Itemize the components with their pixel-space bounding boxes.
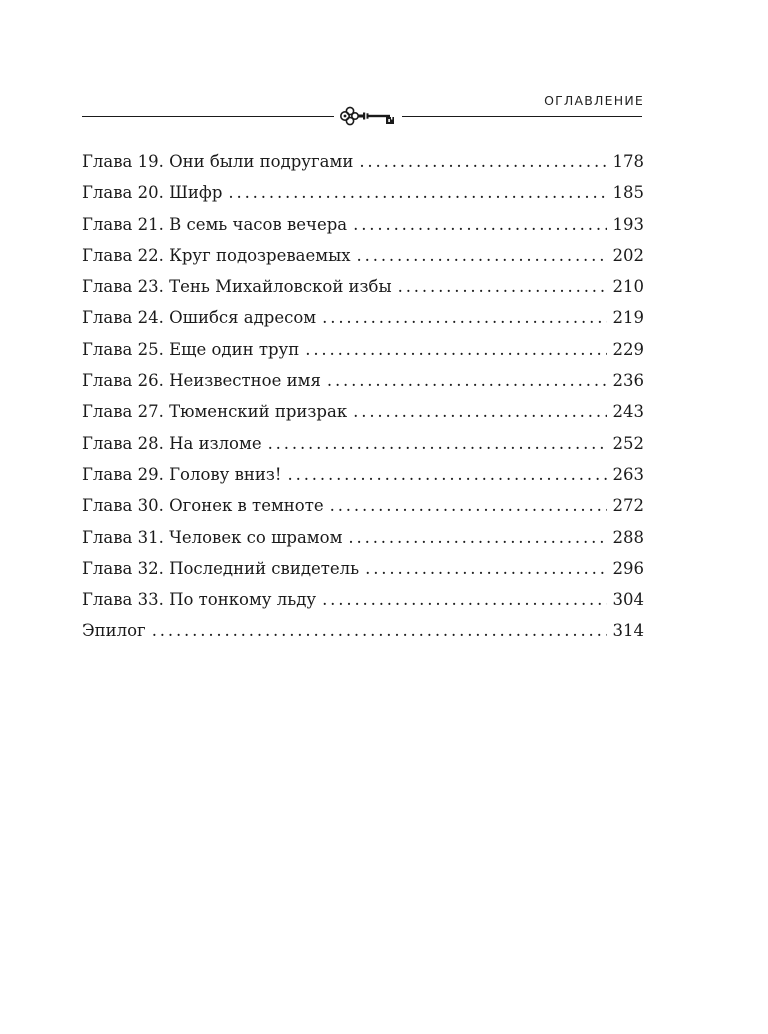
toc-entry-page: 243 xyxy=(612,402,644,422)
toc-entry-page: 263 xyxy=(612,464,644,484)
toc-entry xyxy=(82,365,644,396)
toc-entry xyxy=(82,271,644,302)
toc-entry-page: 296 xyxy=(612,558,644,578)
toc-dot-leader xyxy=(330,490,607,521)
toc-entry-page: 229 xyxy=(612,339,644,359)
toc-dot-leader xyxy=(353,396,606,427)
toc-entry-page: 202 xyxy=(612,245,644,265)
toc-entry xyxy=(82,490,644,521)
toc-entry-title: Эпилог xyxy=(82,621,146,641)
toc-entry-title: Глава 27. Тюменский призрак xyxy=(82,402,348,422)
toc-dot-leader xyxy=(398,271,607,302)
toc-entry-title: Глава 28. На изломе xyxy=(82,433,262,453)
toc-entry-page: 272 xyxy=(612,496,644,516)
toc-dot-leader xyxy=(357,240,607,271)
toc-entry xyxy=(82,459,644,490)
toc-entry xyxy=(82,553,644,584)
toc-entry-page: 219 xyxy=(612,308,644,328)
toc-dot-leader xyxy=(353,209,606,240)
toc-dot-leader xyxy=(305,334,606,365)
toc-dot-leader xyxy=(365,553,606,584)
toc-entry-page: 210 xyxy=(612,277,644,297)
toc-dot-leader xyxy=(322,302,606,333)
toc-entry xyxy=(82,615,644,646)
toc-entry xyxy=(82,146,644,177)
toc-entry-title: Глава 32. Последний свидетель xyxy=(82,558,360,578)
toc-entry-page: 236 xyxy=(612,371,644,391)
toc-dot-leader xyxy=(359,146,606,177)
toc-entry-page: 178 xyxy=(612,152,644,171)
toc-entry-title: Глава 21. В семь часов вечера xyxy=(82,214,348,234)
toc-entry xyxy=(82,209,644,240)
toc-entry-title: Глава 22. Круг подозреваемых xyxy=(82,245,351,265)
toc-entry-title: Глава 23. Тень Михайловской избы xyxy=(82,277,392,297)
toc-entry xyxy=(82,522,644,553)
toc-entry xyxy=(82,302,644,333)
toc-entry-page: 314 xyxy=(612,621,644,641)
toc-entry-page: 304 xyxy=(612,590,644,610)
toc-dot-leader xyxy=(152,615,607,646)
toc-entry-title: Глава 29. Голову вниз! xyxy=(82,464,282,484)
toc-dot-leader xyxy=(348,522,606,553)
toc-dot-leader xyxy=(327,365,607,396)
toc-entry-title: Глава 26. Неизвестное имя xyxy=(82,371,321,391)
toc-entry-title: Глава 20. Шифр xyxy=(82,183,223,203)
toc-entry xyxy=(82,428,644,459)
toc-entry-page: 288 xyxy=(612,527,644,547)
toc-entry-page: 193 xyxy=(612,214,644,234)
toc-entry-title: Глава 19. Они были подругами xyxy=(82,152,354,171)
toc-entry-title: Глава 30. Огонек в темноте xyxy=(82,496,324,516)
toc-entry xyxy=(82,396,644,427)
table-of-contents xyxy=(82,146,644,647)
toc-entry-page: 252 xyxy=(612,433,644,453)
toc-entry-title: Глава 25. Еще один труп xyxy=(82,339,300,359)
toc-entry-page: 185 xyxy=(612,183,644,203)
toc-entry-title: Глава 33. По тонкому льду xyxy=(82,590,317,610)
toc-entry xyxy=(82,334,644,365)
running-head: ОГЛАВЛЕНИЕ xyxy=(544,93,644,108)
toc-entry xyxy=(82,177,644,208)
toc-entry xyxy=(82,584,644,615)
toc-entry-title: Глава 24. Ошибся адресом xyxy=(82,308,317,328)
toc-entry xyxy=(82,240,644,271)
toc-entry-title: Глава 31. Человек со шрамом xyxy=(82,527,343,547)
key-ornament xyxy=(334,104,402,128)
toc-dot-leader xyxy=(322,584,606,615)
key-icon xyxy=(336,105,400,127)
toc-dot-leader xyxy=(268,428,607,459)
toc-dot-leader xyxy=(228,177,606,208)
toc-dot-leader xyxy=(288,459,607,490)
